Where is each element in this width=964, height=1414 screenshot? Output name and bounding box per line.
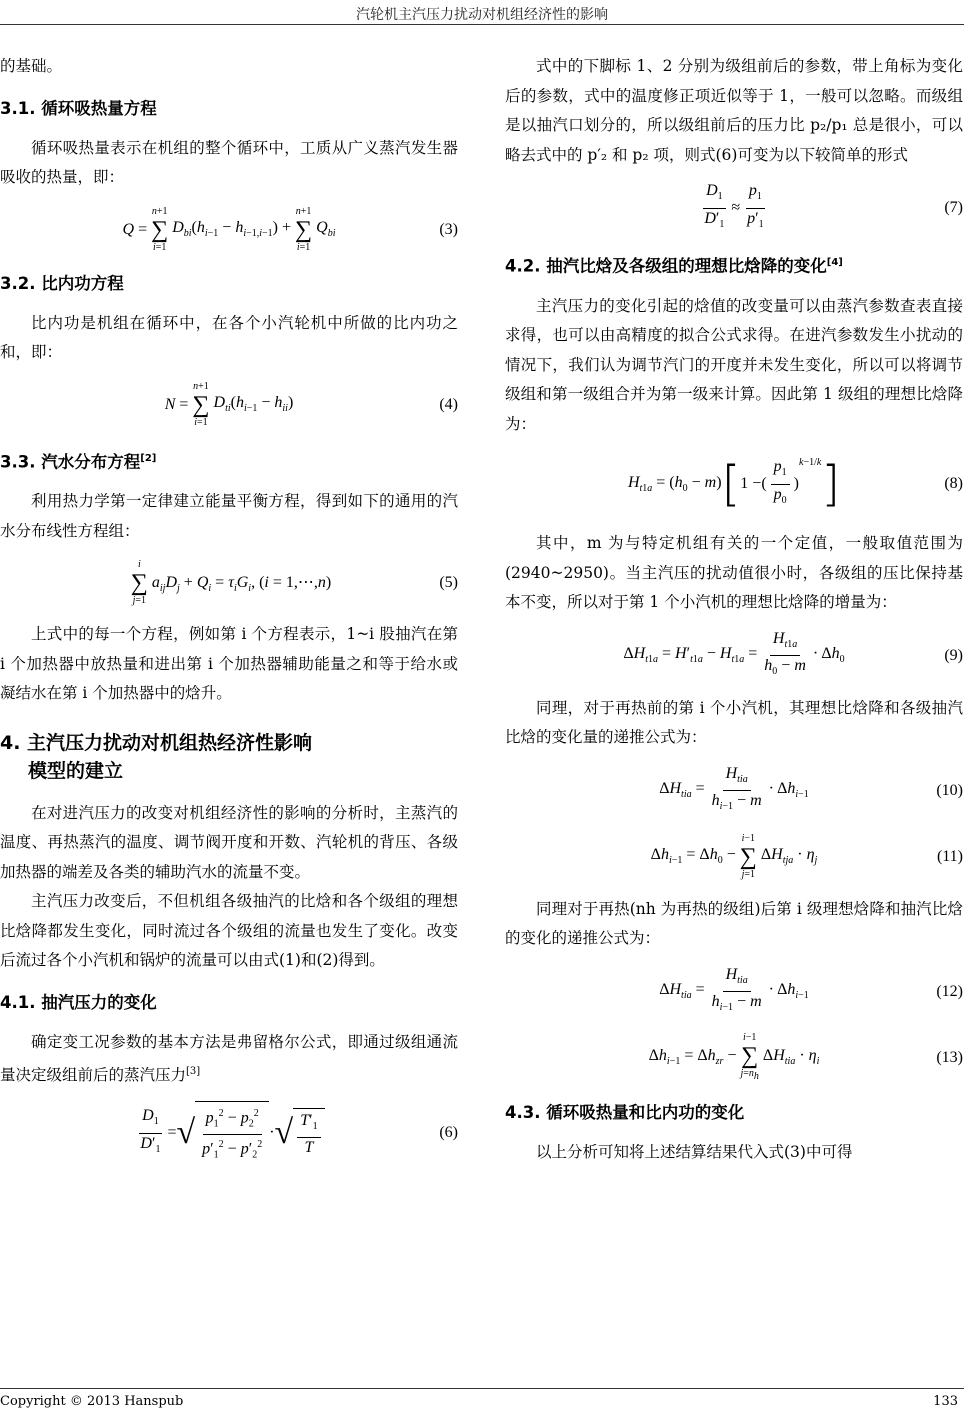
- section-heading-4-3: 4.3. 循环吸热量和比内功的变化: [505, 1102, 745, 1122]
- paragraph: 循环吸热量表示在机组的整个循环中，工质从广义蒸汽发生器吸收的热量，即：: [0, 138, 458, 186]
- section-heading-4: 4. 主汽压力扰动对机组热经济性影响 模型的建立: [0, 731, 313, 782]
- section-heading-3-1: 3.1. 循环吸热量方程: [0, 98, 157, 118]
- section-heading-3-2: 3.2. 比内功方程: [0, 273, 124, 293]
- paragraph: 其中，m 为与特定机组有关的一个定值，一般取值范围为(2940~2950)。当主汽压的扰动值很小时，各级组的压比保持基本不变，所以对于第 1 个小汽机的理想比焓降的增量为：: [505, 534, 963, 611]
- equation-number: (5): [439, 574, 458, 591]
- paragraph: 同理对于再热(nh 为再热的级组)后第 i 级理想焓降和抽汽比焓的变化的递推公式为：: [505, 899, 963, 947]
- equation-6: $\frac{D_1}{D'_1}$ = √ $\frac{p_1^2 - p_2^2}{p'_1^2 - p'_2^2}$ · √ $\frac{T'_1}{T}$ (6): [0, 1101, 458, 1166]
- running-header: 汽轮机主汽压力扰动对机组经济性的影响: [356, 7, 608, 23]
- equation-5: i ∑ j=1 $a_{ij}D_j + Q_i = \tau_iG_i$, (i = 1,⋯,n) (5): [130, 559, 458, 606]
- left-column: [0, 52, 458, 1176]
- section-heading-4-2: 4.2. 抽汽比焓及各级组的理想比焓降的变化[4]: [505, 256, 843, 276]
- header-rule: [0, 24, 964, 25]
- equation-number: (10): [936, 781, 963, 799]
- equation-8: $H_{t1a} = (h_0 - m)$ [ 1 − ( $\frac{p_1}{p_0}$ ) k−1/k ] (8): [627, 456, 963, 512]
- equation-number: (11): [936, 847, 963, 865]
- paragraph: 以上分析可知将上述结算结果代入式(3)中可得: [536, 1142, 853, 1161]
- equation-number: (6): [439, 1124, 458, 1142]
- equation-number: (8): [944, 475, 963, 492]
- paragraph: 比内功是机组在循环中，在各个小汽轮机中所做的比内功之和，即：: [0, 313, 458, 361]
- paragraph: 式中的下脚标 1、2 分别为级组前后的参数，带上角标为变化后的参数，式中的温度修正项近似等于 1，一般可以忽略。而级组是以抽汽口划分的，所以级组前后的压力比 p₂/p₁ 总是很小，可以略去式中的 p′₂ 和 p₂ 项，则式(6)可变为以下较简单的形式: [505, 57, 963, 164]
- paragraph: 上式中的每一个方程，例如第 i 个方程表示，1~i 股抽汽在第 i 个加热器中放热量和进出第 i 个加热器辅助能量之和等于给水或凝结水在第 i 个加热器中的焓升。: [0, 625, 458, 702]
- paragraph: 同理，对于再热前的第 i 个小汽机，其理想比焓降和各级抽汽比焓的变化量的递推公式为：: [505, 698, 963, 746]
- paragraph: 主汽压力的变化引起的焓值的改变量可以由蒸汽参数查表直接求得，也可以由高精度的拟合公式求得。在进汽参数发生小扰动的情况下，我们认为调节汽门的开度并未发生变化，所以可以将调节级组和第一级组合并为第一级来计算。因此第 1 级组的理想比焓降为：: [505, 296, 963, 433]
- footer-rule: [0, 1388, 964, 1389]
- paragraph: 利用热力学第一定律建立能量平衡方程，得到如下的通用的汽水分布线性方程组：: [0, 492, 458, 540]
- paragraph: 的基础。: [0, 57, 63, 75]
- paragraph: 确定变工况参数的基本方法是弗留格尔公式，即通过级组通流量决定级组前后的蒸汽压力[3]: [0, 1032, 458, 1085]
- equation-number: (9): [944, 646, 963, 664]
- equation-10: $\Delta H_{tia}$ = $\frac{H_{tia}}{h_{i-1} - m}$ · $\Delta h_{i-1}$ (10): [659, 764, 963, 813]
- equation-number: (12): [936, 982, 963, 1000]
- equation-number: (3): [439, 220, 458, 238]
- equation-7: $\frac{D_1}{D'_1}$ ≈ $\frac{p_1}{p'_1}$ (7): [704, 182, 963, 230]
- equation-number: (13): [936, 1048, 963, 1066]
- section-heading-4-1: 4.1. 抽汽压力的变化: [0, 992, 157, 1012]
- page-number: 133: [933, 1394, 958, 1409]
- paragraph: 在对进汽压力的改变对机组经济性的影响的分析时，主蒸汽的温度、再热蒸汽的温度、调节阀开度和开数、汽轮机的背压、各级加热器的端差及各类的辅助汽水的流量不变。: [0, 803, 458, 881]
- equation-number: (7): [944, 199, 963, 216]
- equation-9: $\Delta H_{t1a} = H'_{t1a} - H_{t1a}$ = $\frac{H_{t1a}}{h_0 - m}$ · $\Delta h_0$ (9): [623, 629, 963, 678]
- equation-13: $\Delta h_{i-1} = \Delta h_{zr}$ − i−1 ∑ $j=n_h$ $\Delta H_{tia} \cdot \eta_i$ (13): [648, 1032, 963, 1082]
- paragraph: 主汽压力改变后，不但机组各级抽汽的比焓和各个级组的理想比焓降都发生变化，同时流过各个级组的流量也发生了变化。改变后流过各个小汽机和锅炉的流量可以由式(1)和(2)得到。: [0, 892, 458, 969]
- equation-12: $\Delta H_{tia}$ = $\frac{H_{tia}}{h_{i-1} - m}$ · $\Delta h_{i-1}$ (12): [659, 965, 963, 1014]
- right-column: [505, 52, 963, 1167]
- equation-4: N = n+1 ∑ i=1 $D_{ti}(h_{i-1} - h_{ii})$ (4): [164, 380, 458, 428]
- equation-11: $\Delta h_{i-1} = \Delta h_0$ − i−1 ∑ j=1 $\Delta H_{tja} \cdot \eta_j$ (11): [650, 832, 963, 880]
- equation-3: Q = n+1 ∑ i=1 $D_{bi}(h_{i-1} - h_{i-1,i-1})$ + n+1 ∑ i=1 $Q_{bi}$ (3): [122, 205, 458, 253]
- copyright: Copyright © 2013 Hanspub: [0, 1394, 184, 1409]
- section-heading-3-3: 3.3. 汽水分布方程[2]: [0, 452, 157, 471]
- equation-number: (4): [439, 395, 458, 413]
